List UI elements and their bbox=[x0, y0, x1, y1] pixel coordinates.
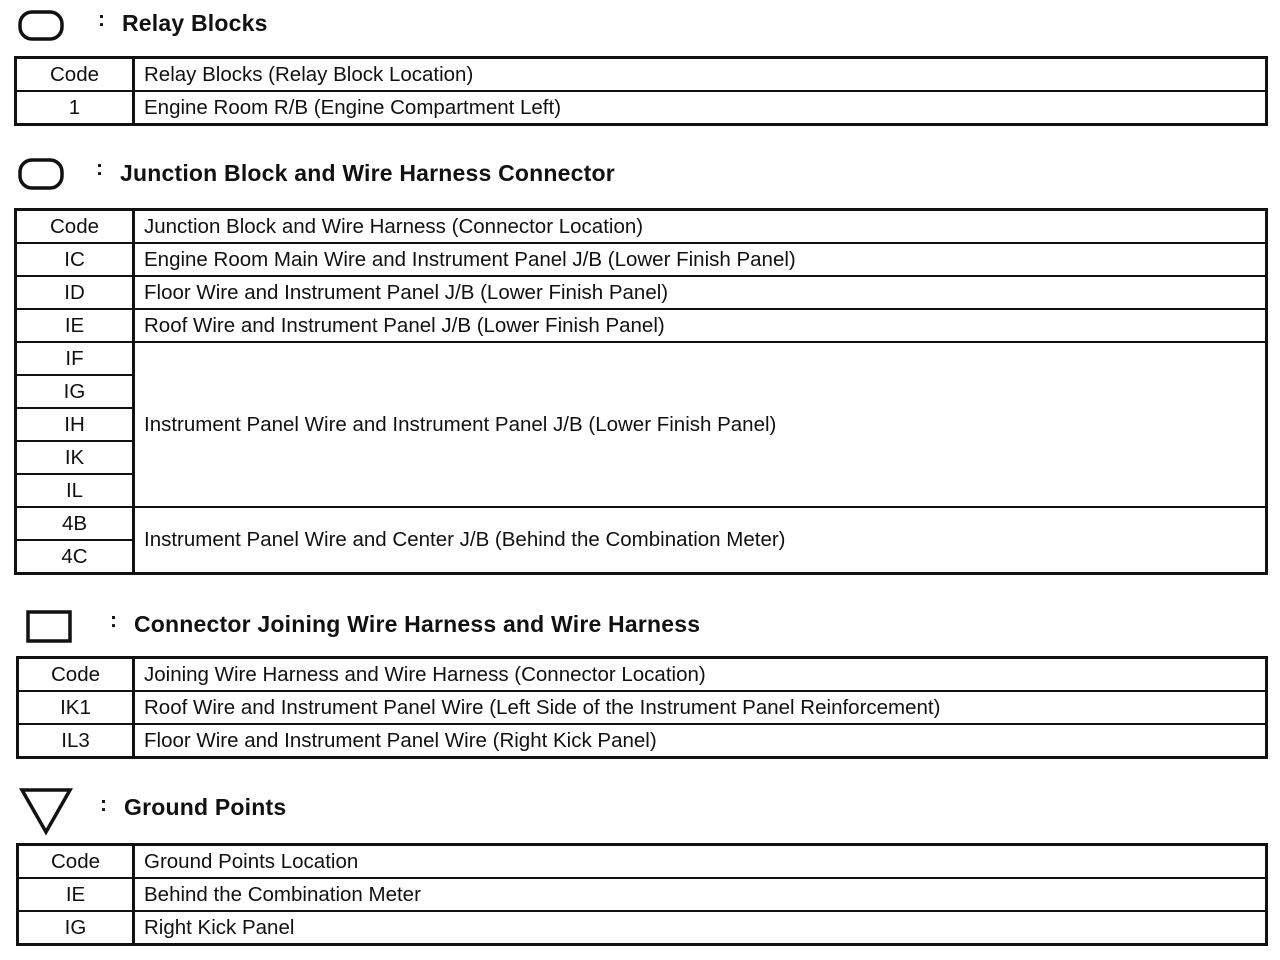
code-cell: IG bbox=[16, 375, 134, 408]
code-cell: 1 bbox=[16, 91, 134, 125]
location-cell: Instrument Panel Wire and Instrument Panel J/B (Lower Finish Panel) bbox=[134, 342, 1267, 507]
section-title-junction-block: Junction Block and Wire Harness Connector bbox=[120, 160, 615, 186]
location-cell: Engine Room Main Wire and Instrument Panel J/B (Lower Finish Panel) bbox=[134, 243, 1267, 276]
table-row bbox=[16, 342, 1267, 375]
location-cell: Right Kick Panel bbox=[134, 911, 1267, 945]
code-cell: IE bbox=[16, 309, 134, 342]
code-header: Code bbox=[18, 845, 134, 879]
code-cell: IL3 bbox=[18, 724, 134, 758]
table-row bbox=[18, 911, 1267, 945]
connector-table bbox=[16, 656, 1268, 759]
rounded-rectangle-icon bbox=[18, 158, 66, 197]
table-row bbox=[18, 878, 1267, 911]
table-row bbox=[16, 276, 1267, 309]
code-cell: 4C bbox=[16, 540, 134, 574]
table-row bbox=[18, 691, 1267, 724]
junction-block-table bbox=[14, 208, 1268, 575]
colon: : bbox=[96, 157, 103, 180]
code-header: Code bbox=[16, 58, 134, 92]
table-row bbox=[16, 91, 1267, 125]
code-cell: ID bbox=[16, 276, 134, 309]
code-header: Code bbox=[16, 210, 134, 244]
triangle-down-icon bbox=[18, 786, 76, 843]
code-cell: IC bbox=[16, 243, 134, 276]
location-cell: Floor Wire and Instrument Panel Wire (Right Kick Panel) bbox=[134, 724, 1267, 758]
table-header-row bbox=[16, 58, 1267, 92]
rectangle-icon bbox=[26, 610, 76, 651]
section-title-relay-blocks: Relay Blocks bbox=[122, 10, 268, 36]
code-cell: IG bbox=[18, 911, 134, 945]
code-cell: 4B bbox=[16, 507, 134, 540]
section-title-connector: Connector Joining Wire Harness and Wire Harness bbox=[134, 611, 701, 637]
location-header: Joining Wire Harness and Wire Harness (Connector Location) bbox=[134, 658, 1267, 692]
location-cell: Roof Wire and Instrument Panel Wire (Left Side of the Instrument Panel Reinforcement) bbox=[134, 691, 1267, 724]
table-row bbox=[16, 309, 1267, 342]
code-cell: IH bbox=[16, 408, 134, 441]
table-row bbox=[16, 507, 1267, 540]
table-header-row bbox=[18, 845, 1267, 879]
relay-blocks-table bbox=[14, 56, 1268, 126]
table-row bbox=[16, 243, 1267, 276]
code-cell: IE bbox=[18, 878, 134, 911]
colon: : bbox=[98, 8, 105, 31]
location-cell: Floor Wire and Instrument Panel J/B (Lower Finish Panel) bbox=[134, 276, 1267, 309]
code-header: Code bbox=[18, 658, 134, 692]
location-header: Ground Points Location bbox=[134, 845, 1267, 879]
colon: : bbox=[100, 793, 107, 816]
table-header-row bbox=[16, 210, 1267, 244]
table-header-row bbox=[18, 658, 1267, 692]
ground-points-table bbox=[16, 843, 1268, 946]
location-cell: Engine Room R/B (Engine Compartment Left) bbox=[134, 91, 1267, 125]
location-cell: Roof Wire and Instrument Panel J/B (Lower Finish Panel) bbox=[134, 309, 1267, 342]
code-cell: IK bbox=[16, 441, 134, 474]
location-header: Relay Blocks (Relay Block Location) bbox=[134, 58, 1267, 92]
rounded-rectangle-icon bbox=[18, 10, 66, 47]
location-cell: Behind the Combination Meter bbox=[134, 878, 1267, 911]
section-title-ground-points: Ground Points bbox=[124, 794, 287, 820]
location-header: Junction Block and Wire Harness (Connector Location) bbox=[134, 210, 1267, 244]
location-cell: Instrument Panel Wire and Center J/B (Behind the Combination Meter) bbox=[134, 507, 1267, 574]
table-row bbox=[18, 724, 1267, 758]
code-cell: IF bbox=[16, 342, 134, 375]
code-cell: IL bbox=[16, 474, 134, 507]
colon: : bbox=[110, 609, 117, 632]
code-cell: IK1 bbox=[18, 691, 134, 724]
